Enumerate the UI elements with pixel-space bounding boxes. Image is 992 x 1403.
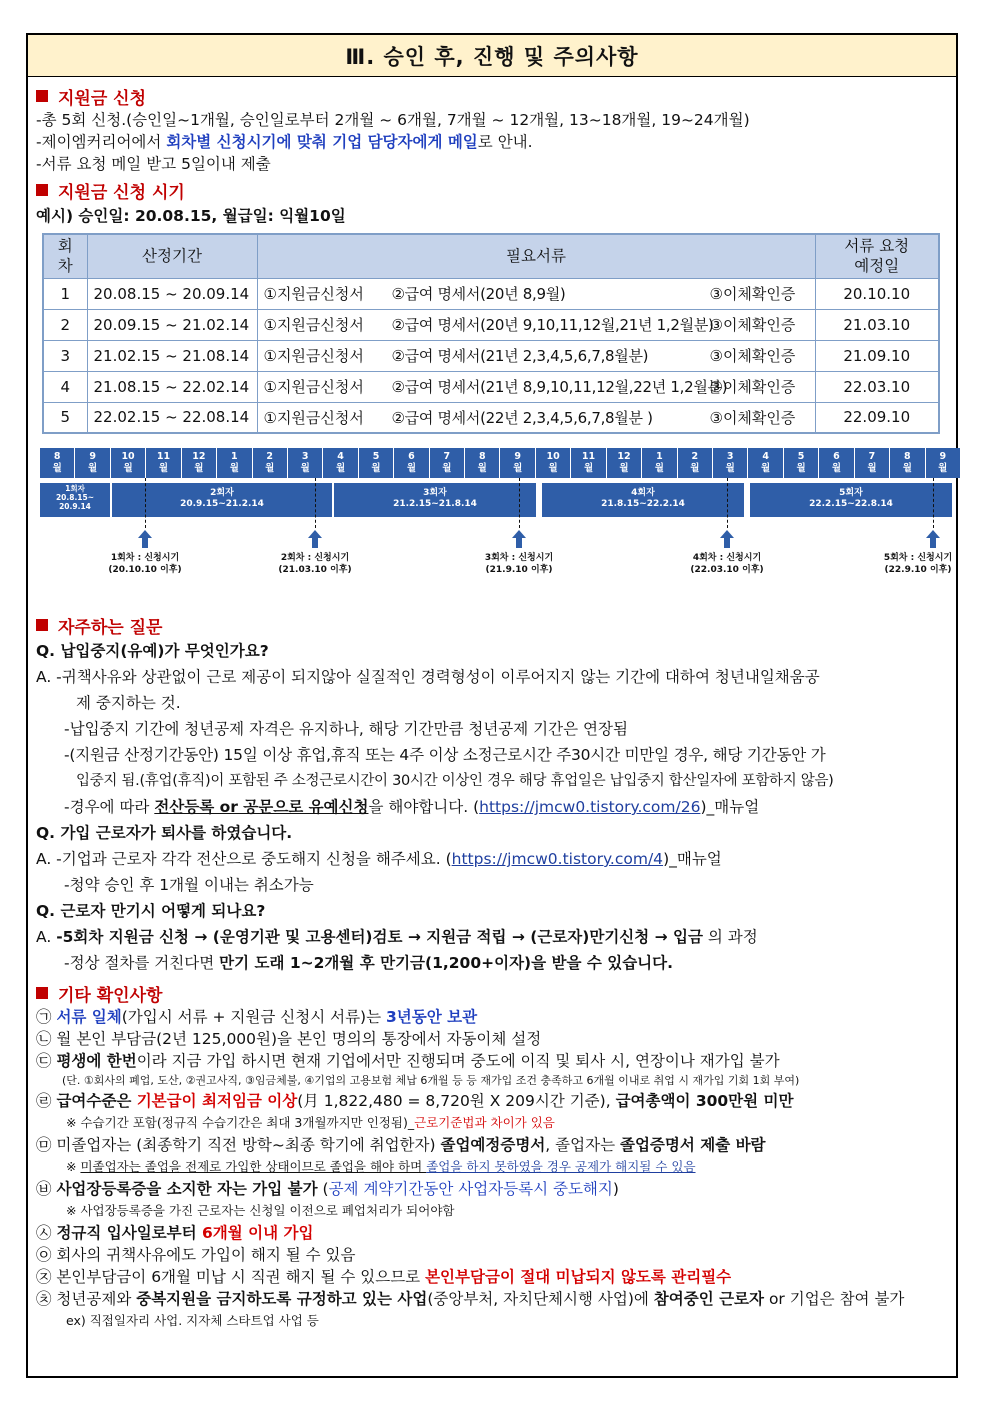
cell-period: 20.09.15 ~ 21.02.14: [87, 309, 257, 340]
doc-3: ③이체확인증: [709, 347, 796, 365]
cell-round: 5: [43, 402, 87, 433]
timeline-month: 6 월: [394, 448, 429, 478]
faq-answer-1-line: -납입중지 기간에 청년공제 자격은 유지하나, 해당 기간만큼 청년공제 기간은 연장됨: [64, 720, 628, 738]
faq-answer-3-line: -정상 절차를 거친다면 만기 도래 1~2개월 후 만기금(1,200+이자)을 받을 수 있습니다.: [64, 954, 674, 972]
table-row: [43, 402, 939, 433]
doc-2: ②급여 명세서(21년 8,9,10,11,12월,22년 1,2월분): [391, 378, 728, 396]
timeline-apply-label: 3회차 : 신청시기 (21.9.10 이후): [484, 553, 554, 575]
doc-2: ②급여 명세서(20년 8,9월): [391, 285, 566, 303]
faq-answer-2-line: A. -기업과 근로자 각각 전산으로 중도해지 신청을 해주세요. (https://jmcw0.tistory.com/4)_매뉴얼: [36, 850, 722, 868]
timeline-month: 12 월: [607, 448, 642, 478]
faq-answer-1-line: 제 중지하는 것.: [76, 694, 181, 712]
etc-item-4-note: ※ 수습기간 포함(정규직 수습기간은 최대 3개월까지만 인정됨)_근로기준법과 차이가 있음: [66, 1115, 555, 1130]
cell-period: 21.02.15 ~ 21.08.14: [87, 340, 257, 371]
timeline-month: 3 월: [713, 448, 748, 478]
apply-line-3: -서류 요청 메일 받고 5일이내 제출: [36, 155, 271, 173]
etc-item-3: ㉢ 평생에 한번이라 지금 가입 하시면 현재 기업에서만 진행되며 중도에 이직 및 퇴사 시, 연장이나 재가입 불가: [36, 1052, 780, 1070]
timeline-month: 4 월: [323, 448, 358, 478]
timeline-period-2: 2회자 20.9.15~21.2.14: [112, 483, 334, 517]
timeline-month: 7 월: [430, 448, 465, 478]
faq-answer-1-line: A. -귀책사유와 상관없이 근로 제공이 되지않아 실질적인 경력형성이 이루어지지 않는 기간에 대하여 청년내일채움공: [36, 668, 820, 686]
cell-docs: [257, 278, 815, 309]
doc-1: ①지원금신청서: [263, 408, 364, 427]
etc-item-3-note: (단. ①회사의 폐업, 도산, ②권고사직, ③임금체불, ④기업의 고용보험 체납 6개월 등 등 재가입 조건 충족하고 6개월 이내로 취업 시 재가입 기회 1회 부여): [62, 1074, 800, 1087]
cell-docs: [257, 371, 815, 402]
timeline-period-1: 1회자 20.8.15~ 20.9.14: [40, 483, 112, 517]
faq-answer-1-line: -경우에 따라 전산등록 or 공문으로 유예신청을 해야합니다. (https://jmcw0.tistory.com/26)_매뉴얼: [64, 798, 760, 816]
doc-3: ③이체확인증: [709, 285, 796, 303]
cell-docs: [257, 340, 815, 371]
doc-3: ③이체확인증: [709, 316, 796, 334]
etc-item-10-note: ex) 직접일자리 사업. 지자체 스타트업 사업 등: [66, 1313, 319, 1328]
up-arrow-icon: [926, 530, 940, 548]
cell-date: 20.10.10: [815, 278, 939, 309]
etc-item-8: ㉧ 회사의 귀책사유에도 가입이 해지 될 수 있음: [36, 1246, 356, 1264]
timeline-marker-line: [933, 478, 934, 528]
faq-question-1: Q. 납입중지(유예)가 무엇인가요?: [36, 642, 269, 660]
timeline-apply-label: 2회차 : 신청시기 (21.03.10 이후): [278, 553, 352, 575]
etc-item-2: ㉡ 월 본인 부담금(2년 125,000원)을 본인 명의의 통장에서 자동이체 설정: [36, 1030, 542, 1048]
col-header-round: 회 차: [43, 234, 87, 278]
section-heading-faq: 자주하는 질문: [36, 612, 946, 638]
doc-1: ①지원금신청서: [263, 378, 364, 396]
etc-item-7: ㉦ 정규직 입사일로부터 6개월 이내 가입: [36, 1224, 314, 1242]
table-row: [43, 371, 939, 402]
doc-2: ②급여 명세서(20년 9,10,11,12월,21년 1,2월분): [391, 316, 714, 334]
etc-item-1: ㉠ 서류 일체(가입시 서류 + 지원금 신청시 서류)는 3년동안 보관: [36, 1008, 478, 1026]
square-bullet-icon: [36, 987, 48, 999]
faq-answer-3-line: A. -5회차 지원금 신청 → (운영기관 및 고용센터)검토 → 지원금 적립 → (근로자)만기신청 → 입금 의 과정: [36, 928, 758, 946]
timeline-month: 10 월: [111, 448, 146, 478]
timeline-month: 8 월: [890, 448, 925, 478]
timeline-diagram: [36, 448, 953, 608]
section-heading-apply: [36, 83, 946, 109]
timeline-month: 2 월: [678, 448, 713, 478]
timeline-marker-line: [145, 478, 146, 528]
square-bullet-icon: [36, 90, 48, 102]
faq-question-2: Q. 가입 근로자가 퇴사를 하였습니다.: [36, 824, 293, 842]
table-row: [43, 340, 939, 371]
timeline-apply-label: 1회차 : 신청시기 (20.10.10 이후): [108, 553, 182, 575]
cell-period: 21.08.15 ~ 22.02.14: [87, 371, 257, 402]
timeline-month: 12 월: [182, 448, 217, 478]
table-row: [43, 278, 939, 309]
cell-date: 22.03.10: [815, 371, 939, 402]
timeline-month: 5 월: [359, 448, 394, 478]
doc-3: ③이체확인증: [709, 378, 796, 396]
timeline-month: 11 월: [571, 448, 606, 478]
timeline-month: 10 월: [536, 448, 571, 478]
cell-round: 3: [43, 340, 87, 371]
faq-answer-1-line: 입중지 됨.(휴업(휴직)이 포함된 주 소정근로시간이 30시간 이상인 경우 해당 휴업일은 납입중지 합산일자에 포함하지 않음): [76, 773, 834, 789]
timeline-month: 4 월: [748, 448, 783, 478]
timeline-month: 6 월: [819, 448, 854, 478]
up-arrow-icon: [308, 530, 322, 548]
timeline-month: 9 월: [75, 448, 110, 478]
square-bullet-icon: [36, 184, 48, 196]
cell-round: 4: [43, 371, 87, 402]
timeline-month: 8 월: [465, 448, 500, 478]
timeline-marker-line: [315, 478, 316, 528]
content: [28, 77, 956, 1332]
timeline-marker-line: [519, 478, 520, 528]
timeline-month: 1 월: [642, 448, 677, 478]
up-arrow-icon: [512, 530, 526, 548]
faq-answer-1-line: -(지원금 산정기간동안) 15일 이상 휴업,휴직 또는 4주 이상 소정근로시간 주30시간 미만일 경우, 해당 기간동안 가: [64, 746, 826, 764]
section-heading-text: 지원금 신청: [58, 88, 147, 109]
col-header-period: 산정기간: [87, 234, 257, 278]
cell-period: 22.02.15 ~ 22.08.14: [87, 402, 257, 433]
apply-line-1: -총 5회 신청.(승인일~1개월, 승인일로부터 2개월 ~ 6개월, 7개월 ~ 12개월, 13~18개월, 19~24개월): [36, 111, 750, 129]
etc-item-5: ㉤ 미졸업자는 (최종학기 직전 방학~최종 학기에 취업한자) 졸업예정증명서, 졸업자는 졸업증명서 제출 바람: [36, 1136, 766, 1154]
timeline-month: 9 월: [500, 448, 535, 478]
timeline-month: 11 월: [146, 448, 181, 478]
manual-link-4[interactable]: https://jmcw0.tistory.com/4: [451, 850, 664, 868]
col-header-date: 서류 요청 예정일: [815, 234, 939, 278]
faq-answer-2-line: -청약 승인 후 1개월 이내는 취소가능: [64, 876, 314, 894]
doc-3: ③이체확인증: [709, 408, 796, 427]
timeline-month: 9 월: [938, 451, 948, 474]
faq-question-3: Q. 근로자 만기시 어떻게 되나요?: [36, 902, 266, 920]
doc-1: ①지원금신청서: [263, 316, 364, 334]
doc-1: ①지원금신청서: [263, 285, 364, 303]
timeline-month: 5 월: [784, 448, 819, 478]
cell-docs: [257, 309, 815, 340]
timeline-month: 7 월: [855, 448, 890, 478]
cell-date: 21.03.10: [815, 309, 939, 340]
section-heading-etc: 기타 확인사항: [36, 980, 946, 1006]
up-arrow-icon: [720, 530, 734, 548]
doc-1: ①지원금신청서: [263, 347, 364, 365]
timeline-period-5: 5회자 22.2.15~22.8.14: [750, 483, 954, 517]
etc-item-9: ㉨ 본인부담금이 6개월 미납 시 직권 해지 될 수 있으므로 본인부담금이 절대 미납되지 않도록 관리필수: [36, 1268, 732, 1286]
apply-line-2: -제이엠커리어에서 회차별 신청시기에 맞춰 기업 담당자에게 메일로 안내.: [36, 133, 533, 151]
timeline-month: 3 월: [288, 448, 323, 478]
timeline-months: [40, 448, 960, 478]
cell-date: 22.09.10: [815, 402, 939, 433]
cell-round: 2: [43, 309, 87, 340]
timeline-apply-label: 4회차 : 신청시기 (22.03.10 이후): [690, 553, 764, 575]
etc-item-6-note: ※ 사업장등록증을 가진 근로자는 신청일 이전으로 폐업처리가 되어야함: [66, 1203, 455, 1218]
up-arrow-icon: [138, 530, 152, 548]
page-title: Ⅲ. 승인 후, 진행 및 주의사항: [28, 35, 956, 77]
cell-round: 1: [43, 278, 87, 309]
doc-2: ②급여 명세서(22년 2,3,4,5,6,7,8월분 ): [391, 408, 653, 427]
timeline-marker-line: [727, 478, 728, 528]
cell-period: 20.08.15 ~ 20.09.14: [87, 278, 257, 309]
timeline-apply-label: 5회차 : 신청시기 (22.9.10 이후): [883, 553, 953, 575]
timeline-month: 1 월: [217, 448, 252, 478]
cell-docs: [257, 402, 815, 433]
schedule-example: 예시) 승인일: 20.08.15, 월급일: 익월10일: [36, 207, 346, 225]
square-bullet-icon: [36, 619, 48, 631]
etc-item-5-note: ※ 미졸업자는 졸업을 전제로 가입한 상태이므로 졸업을 해야 하며 졸업을 하지 못하였을 경우 공제가 해지될 수 있음: [66, 1159, 696, 1174]
etc-item-6: ㉥ 사업장등록증을 소지한 자는 가입 불가 (공제 계약기간동안 사업자등록시 중도해지): [36, 1180, 619, 1198]
schedule-table: [42, 233, 940, 434]
cell-date: 21.09.10: [815, 340, 939, 371]
etc-item-10: ㉩ 청년공제와 중복지원을 금지하도록 규정하고 있는 사업(중앙부처, 자치단체시행 사업)에 참여중인 근로자 or 기업은 참여 불가: [36, 1290, 905, 1308]
timeline-month: 8 월: [40, 448, 75, 478]
timeline-period-4: 4회자 21.8.15~22.2.14: [542, 483, 746, 517]
timeline-month: 2 월: [253, 448, 288, 478]
timeline-period-3: 3회자 21.2.15~21.8.14: [334, 483, 538, 517]
manual-link-26[interactable]: https://jmcw0.tistory.com/26: [479, 798, 701, 816]
section-heading-schedule: 지원금 신청 시기: [36, 177, 946, 203]
table-row: [43, 309, 939, 340]
col-header-docs: 필요서류: [257, 234, 815, 278]
etc-item-4: ㉣ 급여수준은 기본급이 최저임금 이상(月 1,822,480 = 8,720원 X 209시간 기준), 급여총액이 300만원 미만: [36, 1092, 794, 1110]
document-frame: [26, 33, 958, 1378]
doc-2: ②급여 명세서(21년 2,3,4,5,6,7,8월분): [391, 347, 649, 365]
